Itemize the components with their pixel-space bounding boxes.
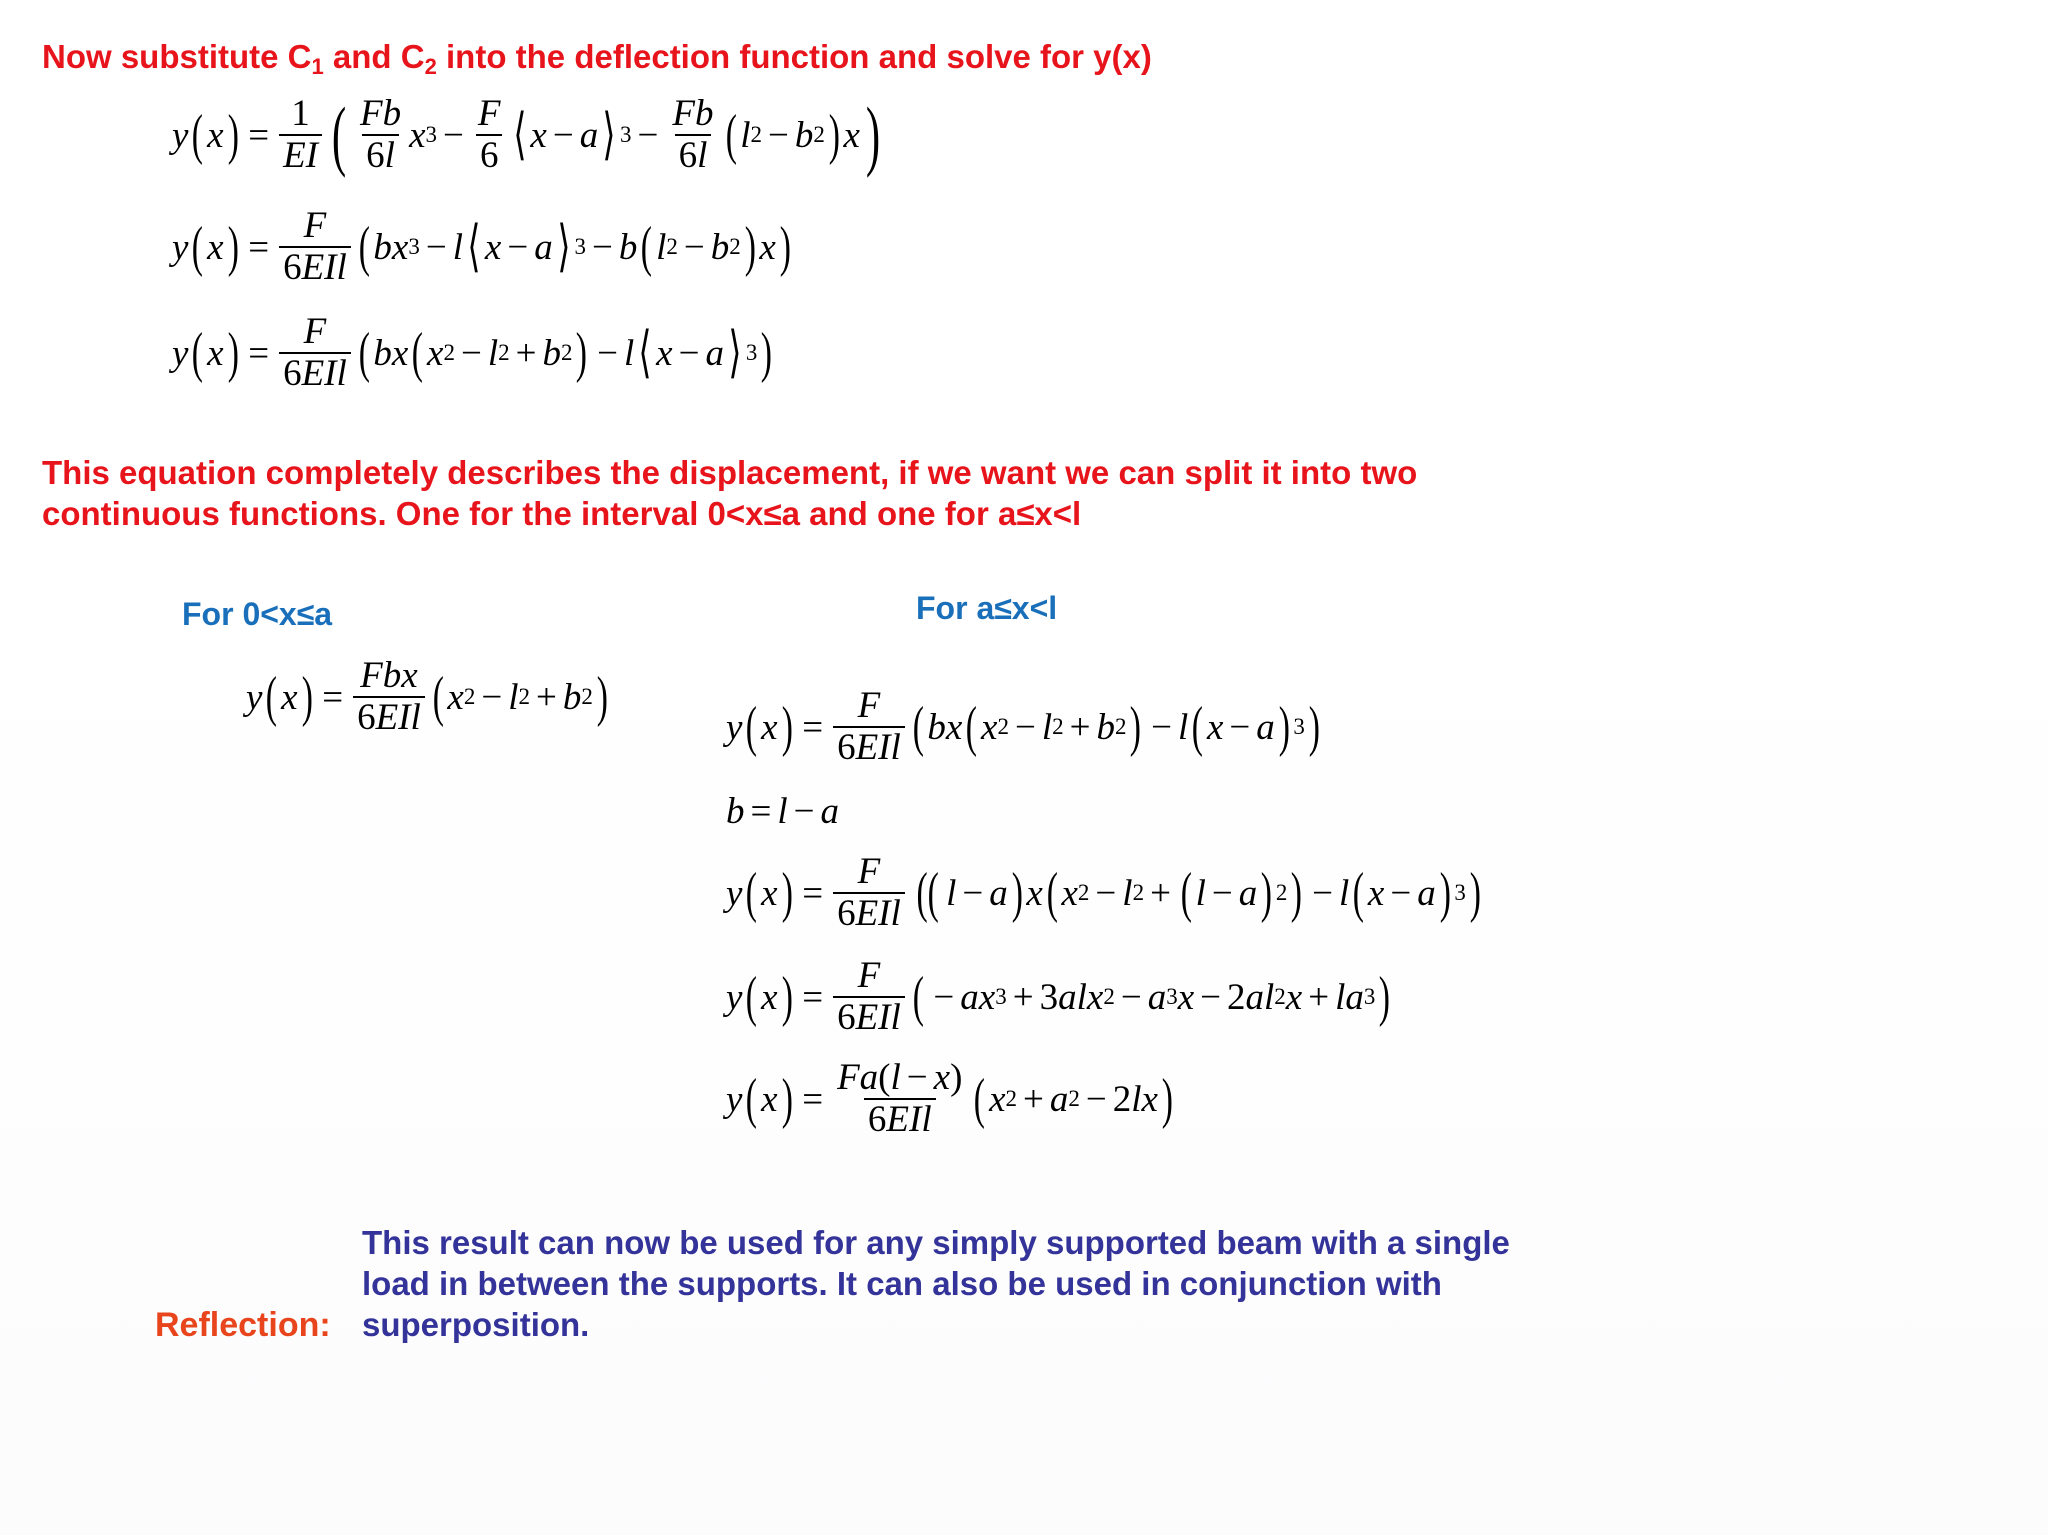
left-interval-title: For 0<x≤a [182, 596, 333, 632]
equation-deflection-2: y ( x ) = $\frac{F}{\text{6EIl}}$ ( bx 3 − l ⟨ x − a ⟩ 3 − b ( l 2 − b 2 ) x ) [172, 205, 791, 288]
description-paragraph: This equation completely describes the displacement, if we want we can split it into two continuous functions. One for the interval 0<x≤a and one for a≤x<l [42, 454, 1418, 532]
slide-heading: Now substitute $C_1$ and $C_2$ into the deflection function and solve for y(x) [42, 38, 1152, 79]
equation-right-2: y ( x ) = $\frac{F}{\text{6EIl}}$ (( l − a ) x ( x 2 − l 2 + ( l − a ) 2 ) − l ( x − a ) 3 ) [726, 851, 1481, 934]
equation-right-1: y ( x ) = $\frac{F}{\text{6EIl}}$ ( bx ( x 2 − l 2 + b 2 ) − l ( x − a ) 3 ) [726, 685, 1320, 768]
reflection-label: Reflection: [155, 1306, 331, 1344]
equation-right-3: y ( x ) = $\frac{F}{\text{6EIl}}$ ( − ax 3 + 3 alx 2 − a 3 x − 2 al 2 x + la 3 ) [726, 955, 1391, 1038]
reflection-text: This result can now be used for any simply supported beam with a single load in between the supports. It can also be used in conjunction with superposition. [362, 1224, 1510, 1343]
equation-right-substitution: b = l − a [726, 791, 840, 832]
equation-left-interval: y ( x ) = $\frac{\text{Fbx}}{\text{6EIl}}$ ( x 2 − l 2 + b 2 ) [246, 655, 608, 738]
equation-deflection-3: y ( x ) = $\frac{F}{\text{6EIl}}$ ( bx ( x 2 − l 2 + b 2 ) − l ⟨ x − a ⟩ 3 ) [172, 311, 773, 394]
equation-right-4: y ( x ) = $\frac{Fa(l - x)}{\text{6EIl}}$ ( x 2 + a 2 − 2 lx ) [726, 1057, 1173, 1140]
right-interval-title: For a≤x<l [916, 590, 1058, 626]
equation-deflection-1: y ( x ) = $\frac{1}{EI}$ ( $\frac{Fb}{6l}$ x 3 − $\frac{F}{6}$ ⟨ x − a ⟩ 3 − $\frac{Fb}{6l}$ ( l 2 − b 2 ) x ) [172, 91, 881, 178]
